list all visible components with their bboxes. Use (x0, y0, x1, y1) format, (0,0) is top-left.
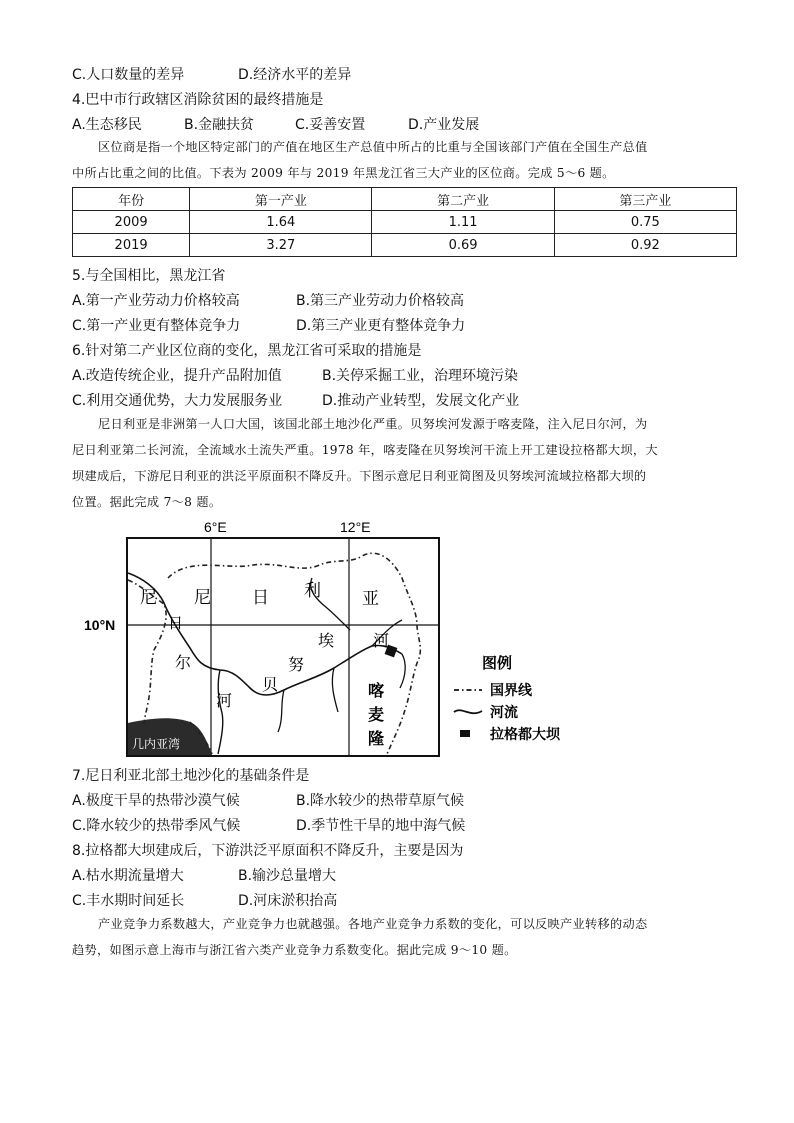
intro-7-8-line3: 坝建成后，下游尼日利亚的洪泛平原面积不降反升。下图示意尼日利亚简图及贝努埃河流域拉格都大坝的 (72, 469, 647, 483)
map-char: 贝 (262, 675, 279, 694)
q6-option-c: C.利用交通优势，大力发展服务业 (72, 393, 283, 409)
intro-9-10 (72, 911, 722, 963)
q5-option-d: D.第三产业更有整体竞争力 (296, 318, 466, 334)
q5-option-c: C.第一产业更有整体竞争力 (72, 318, 241, 334)
q7-option-a: A.极度干旱的热带沙漠气候 (72, 793, 240, 809)
map-char: 日 (252, 588, 269, 608)
map-char: 利 (304, 581, 321, 601)
table-cell: 3.27 (190, 234, 372, 257)
intro-5-6-line2: 中所占比重之间的比值。下表为 2009 年与 2019 年黑龙江省三大产业的区位商。完成 5～6 题。 (72, 166, 615, 180)
q4-option-c: C.妥善安置 (295, 117, 366, 133)
legend-dam-symbol (460, 730, 470, 737)
map-legend (454, 654, 561, 743)
intro-7-8 (72, 411, 722, 515)
map-char: 日 (168, 614, 184, 632)
q3-option-c: C.人口数量的差异 (72, 67, 185, 83)
map-char: 尔 (175, 653, 192, 672)
legend-river-symbol (454, 710, 482, 713)
legend-border-label: 国界线 (490, 683, 532, 699)
table-header-cell: 年份 (73, 188, 190, 211)
q6-stem: 6.针对第二产业区位商的变化，黑龙江省可采取的措施是 (72, 343, 422, 359)
q7-stem: 7.尼日利亚北部土地沙化的基础条件是 (72, 768, 310, 784)
q6-option-d: D.推动产业转型，发展文化产业 (322, 393, 520, 409)
legend-title: 图例 (482, 654, 513, 672)
intro-9-10-line1: 产业竞争力系数越大，产业竞争力也就越强。各地产业竞争力系数的变化，可以反映产业转移的动态 (98, 917, 648, 931)
q8-stem: 8.拉格都大坝建成后，下游洪泛平原面积不降反升，主要是因为 (72, 843, 464, 859)
q5-option-a: A.第一产业劳动力价格较高 (72, 293, 240, 309)
legend-river-label: 河流 (490, 705, 518, 721)
q6-option-a: A.改造传统企业，提升产品附加值 (72, 368, 282, 384)
map-char: 努 (288, 655, 305, 674)
q8-option-a: A.枯水期流量增大 (72, 868, 184, 884)
table-header-cell: 第一产业 (190, 188, 372, 211)
table-cell: 2009 (73, 211, 190, 234)
table-cell: 0.75 (554, 211, 736, 234)
intro-9-10-line2: 趋势，如图示意上海市与浙江省六类产业竞争力系数变化。据此完成 9～10 题。 (72, 943, 517, 957)
map-char: 喀 (368, 681, 385, 700)
table-header-row (73, 188, 737, 211)
map-char: 亚 (362, 589, 379, 609)
lat-label-10n: 10°N (84, 617, 116, 633)
q7-option-b: B.降水较少的热带草原气候 (296, 793, 465, 809)
table-cell: 1.64 (190, 211, 372, 234)
q3-option-d: D.经济水平的差异 (238, 67, 352, 83)
q5-option-b: B.第三产业劳动力价格较高 (296, 293, 465, 309)
q4-option-a: A.生态移民 (72, 117, 142, 133)
map-char: 麦 (368, 705, 385, 724)
table-row (73, 234, 737, 257)
location-quotient-table (72, 187, 737, 257)
legend-dam-label: 拉格都大坝 (490, 727, 560, 743)
nigeria-map (72, 518, 592, 763)
q5-stem: 5.与全国相比，黑龙江省 (72, 268, 226, 284)
map-char: 埃 (318, 631, 335, 650)
table-cell: 0.69 (372, 234, 554, 257)
map-char: 河 (373, 631, 390, 650)
table-cell: 1.11 (372, 211, 554, 234)
map-char: 尼 (140, 588, 157, 608)
gulf-label: 几内亚湾 (132, 737, 181, 751)
intro-5-6-line1: 区位商是指一个地区特定部门的产值在地区生产总值中所占的比重与全国该部门产值在全国生产总值 (98, 140, 648, 154)
intro-7-8-line2: 尼日利亚第二长河流，全流域水土流失严重。1978 年，喀麦隆在贝努埃河干流上开工建设拉格都大坝，大 (72, 443, 658, 457)
table-cell: 0.92 (554, 234, 736, 257)
lon-label-12e: 12°E (340, 519, 371, 535)
q4-option-b: B.金融扶贫 (184, 117, 255, 133)
table-header-cell: 第二产业 (372, 188, 554, 211)
map-char: 河 (216, 691, 233, 710)
q4-stem: 4.巴中市行政辖区消除贫困的最终措施是 (72, 92, 324, 108)
intro-7-8-line1: 尼日利亚是非洲第一人口大国，该国北部土地沙化严重。贝努埃河发源于喀麦隆，注入尼日尔河，为 (98, 417, 648, 431)
intro-5-6 (72, 134, 722, 186)
table-header-cell: 第三产业 (554, 188, 736, 211)
intro-7-8-line4: 位置。据此完成 7～8 题。 (72, 495, 222, 509)
q8-option-b: B.输沙总量增大 (238, 868, 337, 884)
table-row (73, 211, 737, 234)
q8-option-d: D.河床淤积抬高 (238, 893, 338, 909)
q7-option-c: C.降水较少的热带季风气候 (72, 818, 241, 834)
q8-option-c: C.丰水期时间延长 (72, 893, 185, 909)
map-char: 隆 (368, 729, 385, 748)
q4-option-d: D.产业发展 (408, 117, 480, 133)
lon-label-6e: 6°E (204, 519, 227, 535)
q6-option-b: B.关停采掘工业，治理环境污染 (322, 368, 519, 384)
map-char: 尼 (194, 588, 211, 608)
q7-option-d: D.季节性干旱的地中海气候 (296, 818, 466, 834)
table-cell: 2019 (73, 234, 190, 257)
